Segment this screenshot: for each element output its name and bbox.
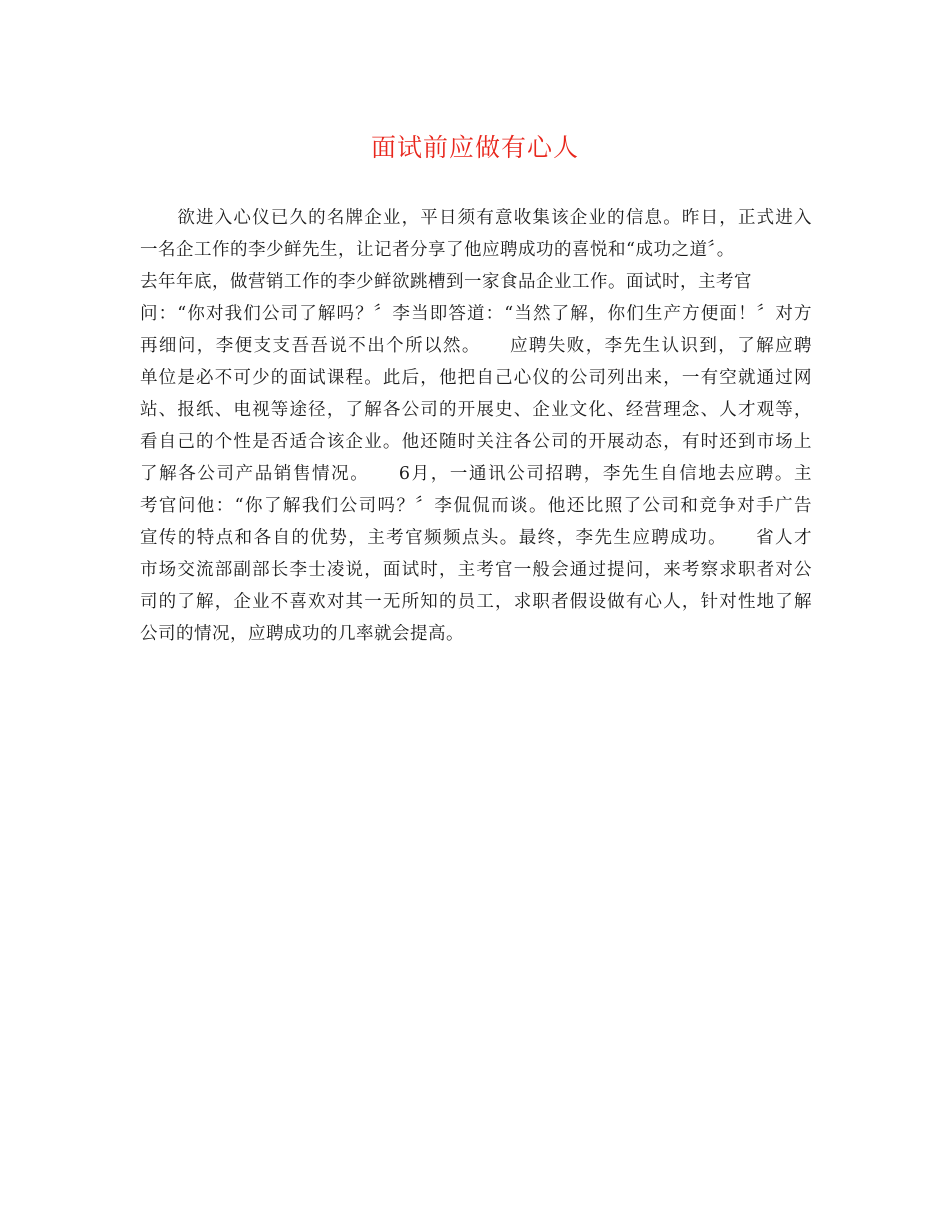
body-line: 单位是必不可少的面试课程。此后，他把自己心仪的公司列出来，一有空就通过网 bbox=[140, 368, 812, 388]
body-line: 考官问他：“你了解我们公司吗？〞李侃侃而谈。他还比照了公司和竞争对手广告 bbox=[140, 496, 812, 516]
body-line: 一名企工作的李少鲜先生，让记者分享了他应聘成功的喜悦和“成功之道〞。 bbox=[140, 240, 735, 260]
body-line: 问：“你对我们公司了解吗？〞李当即答道：“当然了解，你们生产方便面！〞对方 bbox=[140, 304, 812, 324]
body-line: 公司的情况，应聘成功的几率就会提高。 bbox=[140, 624, 464, 644]
body-line: 了解各公司产品销售情况。 6月，一通讯公司招聘，李先生自信地去应聘。主 bbox=[140, 464, 812, 484]
body-line: 再细问，李便支支吾吾说不出个所以然。 应聘失败，李先生认识到，了解应聘 bbox=[140, 336, 812, 356]
body-line: 去年年底，做营销工作的李少鲜欲跳槽到一家食品企业工作。面试时，主考官 bbox=[140, 272, 752, 292]
body-line: 欲进入心仪已久的名牌企业，平日须有意收集该企业的信息。昨日，正式进入 bbox=[140, 208, 812, 228]
body-line: 宣传的特点和各自的优势，主考官频频点头。最终，李先生应聘成功。 省人才 bbox=[140, 528, 812, 548]
body-line: 站、报纸、电视等途径，了解各公司的开展史、企业文化、经营理念、人才观等， bbox=[140, 400, 812, 420]
body-line: 市场交流部副部长李士凌说，面试时，主考官一般会通过提问，来考察求职者对公 bbox=[140, 560, 812, 580]
body-line: 司的了解，企业不喜欢对其一无所知的员工，求职者假设做有心人，针对性地了解 bbox=[140, 592, 812, 612]
article-body bbox=[140, 202, 812, 650]
body-line: 看自己的个性是否适合该企业。他还随时关注各公司的开展动态，有时还到市场上 bbox=[140, 432, 812, 452]
document-title: 面试前应做有心人 bbox=[370, 133, 579, 162]
